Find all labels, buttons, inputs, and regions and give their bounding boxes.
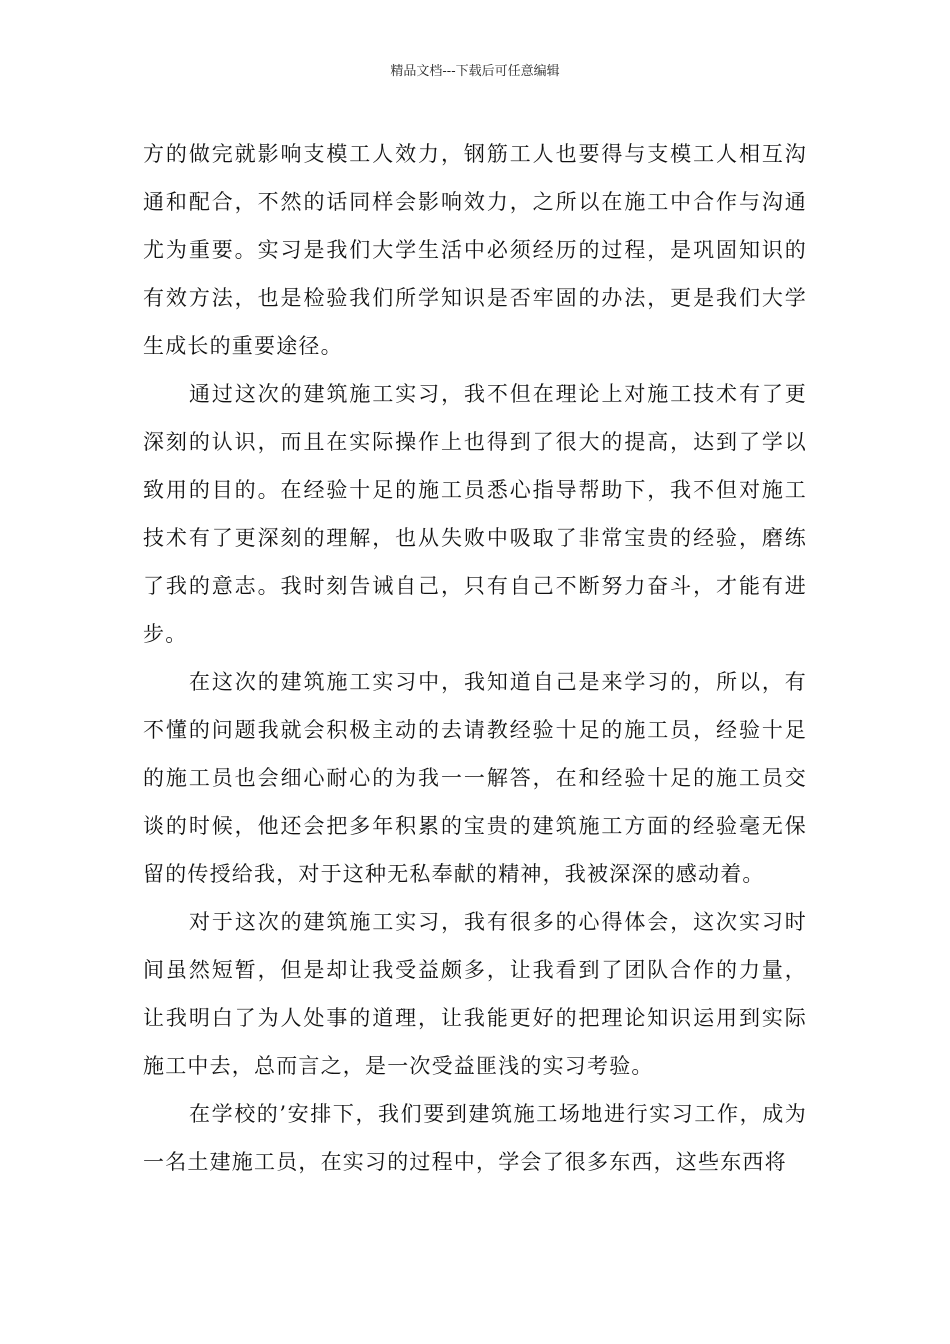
paragraph-2: 通过这次的建筑施工实习，我不但在理论上对施工技术有了更深刻的认识，而且在实际操作上也得到了很大的提高，达到了学以致用的目的。在经验十足的施工员悉心指导帮助下，我不但对施工技术有了更深刻的理解，也从失败中吸取了非常宝贵的经验，磨练了我的意志。我时刻告诫自己，只有自己不断努力奋斗，才能有进步。: [143, 382, 807, 646]
paragraph-4: 对于这次的建筑施工实习，我有很多的心得体会，这次实习时间虽然短暂，但是却让我受益颇多，让我看到了团队合作的力量，让我明白了为人处事的道理，让我能更好的把理论知识运用到实际施工中去，总而言之，是一次受益匪浅的实习考验。: [143, 910, 807, 1078]
paragraph-5: 在学校的’安排下，我们要到建筑施工场地进行实习工作，成为一名土建施工员，在实习的过程中，学会了很多东西，这些东西将: [143, 1102, 807, 1174]
paragraph-1: 方的做完就影响支模工人效力，钢筋工人也要得与支模工人相互沟通和配合，不然的话同样会影响效力，之所以在施工中合作与沟通尤为重要。实习是我们大学生活中必须经历的过程，是巩固知识的有效方法，也是检验我们所学知识是否牢固的办法，更是我们大学生成长的重要途径。: [143, 142, 807, 358]
paragraph-3: 在这次的建筑施工实习中，我知道自己是来学习的，所以，有不懂的问题我就会积极主动的去请教经验十足的施工员，经验十足的施工员也会细心耐心的为我一一解答，在和经验十足的施工员交谈的时候，他还会把多年积累的宝贵的建筑施工方面的经验毫无保留的传授给我，对于这种无私奉献的精神，我被深深的感动着。: [143, 670, 807, 886]
document-body: [143, 130, 807, 1186]
page-header: 精品文档---下载后可任意编辑: [390, 64, 560, 79]
